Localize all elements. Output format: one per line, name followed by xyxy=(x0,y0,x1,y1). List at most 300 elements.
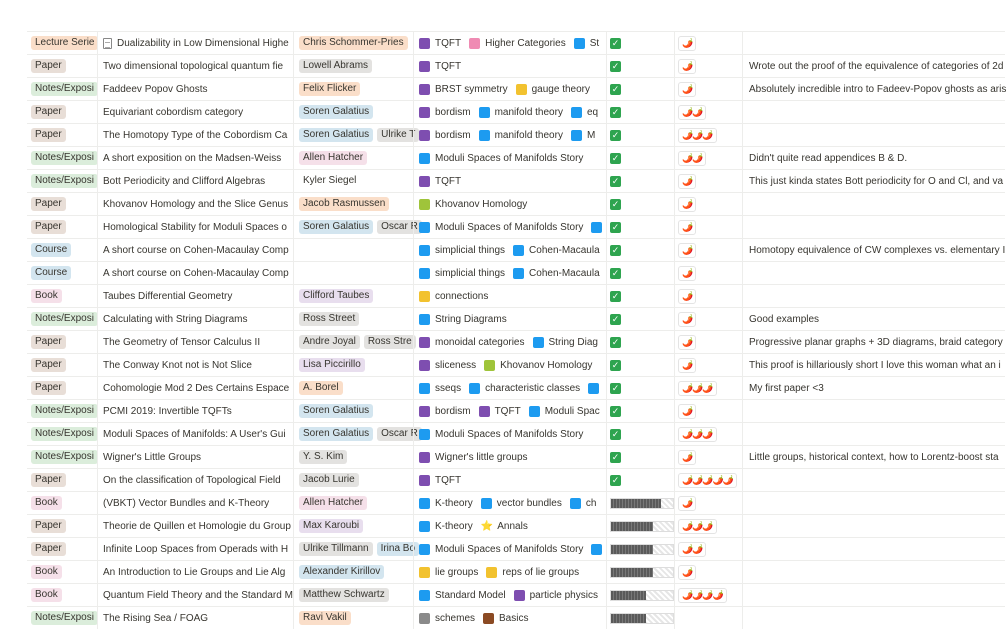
title-cell[interactable] xyxy=(97,285,293,307)
difficulty-cell[interactable] xyxy=(674,262,742,284)
topic-label: connections xyxy=(435,290,489,302)
title-text: An Introduction to Lie Groups and Lie Alg xyxy=(103,566,286,578)
authors-cell[interactable] xyxy=(293,193,413,215)
type-cell[interactable] xyxy=(27,170,97,192)
topic-tag xyxy=(419,176,461,187)
authors-cell[interactable] xyxy=(293,170,413,192)
notes-cell[interactable] xyxy=(742,170,1005,192)
title-cell[interactable] xyxy=(97,492,293,514)
title-text: On the classification of Topological Field xyxy=(103,474,281,486)
chili-rating: 🌶️ xyxy=(678,220,696,235)
difficulty-cell[interactable] xyxy=(674,538,742,560)
chili-rating: 🌶️ xyxy=(678,243,696,258)
topics-cell[interactable] xyxy=(413,492,606,514)
title-text: Equivariant cobordism category xyxy=(103,106,244,118)
authors-cell[interactable] xyxy=(293,584,413,606)
type-cell[interactable] xyxy=(27,607,97,629)
authors-cell[interactable] xyxy=(293,147,413,169)
topics-cell[interactable] xyxy=(413,101,606,123)
table-row[interactable] xyxy=(27,54,1005,77)
type-cell[interactable] xyxy=(27,216,97,238)
authors-cell[interactable] xyxy=(293,469,413,491)
topics-cell[interactable] xyxy=(413,354,606,376)
title-cell[interactable] xyxy=(97,55,293,77)
topics-cell[interactable] xyxy=(413,239,606,261)
difficulty-cell[interactable] xyxy=(674,607,742,629)
status-cell[interactable] xyxy=(606,124,674,146)
title-cell[interactable] xyxy=(97,262,293,284)
difficulty-cell[interactable] xyxy=(674,377,742,399)
topic-label: Khovanov Homology xyxy=(435,198,528,210)
title-cell[interactable] xyxy=(97,239,293,261)
checkmark-icon: ✓ xyxy=(611,267,620,278)
type-tag: Paper xyxy=(31,197,66,211)
chili-rating: 🌶️ xyxy=(678,36,696,51)
title-text: A short course on Cohen-Macaulay Comp xyxy=(103,267,289,279)
authors-cell[interactable] xyxy=(293,124,416,146)
status-cell[interactable] xyxy=(606,78,674,100)
title-cell[interactable] xyxy=(97,308,293,330)
difficulty-cell[interactable] xyxy=(674,239,742,261)
title-text: Infinite Loop Spaces from Operads with H xyxy=(103,543,289,555)
table-row[interactable] xyxy=(27,330,1005,353)
topics-cell[interactable] xyxy=(413,423,606,445)
notes-cell[interactable] xyxy=(742,492,1005,514)
type-cell[interactable] xyxy=(27,78,97,100)
table-row[interactable] xyxy=(27,307,1005,330)
title-cell[interactable] xyxy=(97,193,293,215)
difficulty-cell[interactable] xyxy=(674,101,742,123)
topics-cell[interactable] xyxy=(413,469,606,491)
notes-cell[interactable] xyxy=(742,193,1005,215)
notes-cell[interactable] xyxy=(742,78,1005,100)
progress-fill xyxy=(611,522,653,531)
type-cell[interactable] xyxy=(27,331,97,353)
checkmark-icon: ✓ xyxy=(611,405,620,416)
difficulty-cell[interactable] xyxy=(674,584,742,606)
type-cell[interactable] xyxy=(27,400,97,422)
status-cell[interactable] xyxy=(606,446,674,468)
topic-tag xyxy=(479,130,563,141)
authors-cell[interactable] xyxy=(293,538,416,560)
checkmark-icon: ✓ xyxy=(611,290,620,301)
notes-cell[interactable] xyxy=(742,354,1005,376)
topic-label: K-theory xyxy=(435,497,473,509)
table-row[interactable] xyxy=(27,560,1005,583)
authors-cell[interactable] xyxy=(293,32,413,54)
topics-cell[interactable] xyxy=(413,285,606,307)
topic-color-square xyxy=(591,222,602,233)
notes-cell[interactable] xyxy=(742,147,1005,169)
status-cell[interactable] xyxy=(606,423,674,445)
title-text: A short exposition on the Madsen-Weiss xyxy=(103,152,282,164)
authors-cell[interactable] xyxy=(293,78,413,100)
topic-label: particle physics xyxy=(529,589,598,601)
type-cell[interactable] xyxy=(27,308,97,330)
note-text: Good examples xyxy=(749,313,820,325)
title-cell[interactable] xyxy=(97,101,293,123)
table-row[interactable] xyxy=(27,491,1005,514)
difficulty-cell[interactable] xyxy=(674,515,742,537)
status-cell[interactable] xyxy=(606,584,674,606)
title-cell[interactable] xyxy=(97,354,293,376)
title-text: Faddeev Popov Ghosts xyxy=(103,83,208,95)
type-cell[interactable] xyxy=(27,423,97,445)
difficulty-cell[interactable] xyxy=(674,170,742,192)
topic-label: Cohen-Macaula xyxy=(529,267,600,279)
topics-cell[interactable] xyxy=(413,78,606,100)
table-row[interactable] xyxy=(27,238,1005,261)
author-tag: Ulrike Tillmann xyxy=(299,542,373,556)
status-cell[interactable] xyxy=(606,469,674,491)
notes-cell[interactable] xyxy=(742,239,1005,261)
type-tag: Paper xyxy=(31,381,66,395)
topic-tag xyxy=(419,383,461,394)
chili-rating: 🌶️🌶️🌶️ xyxy=(678,128,717,143)
topic-color-square xyxy=(591,544,602,555)
type-cell[interactable] xyxy=(27,561,97,583)
status-cell[interactable] xyxy=(606,170,674,192)
status-cell[interactable] xyxy=(606,32,674,54)
title-cell[interactable] xyxy=(97,78,293,100)
topic-tag xyxy=(591,544,607,555)
authors-cell[interactable] xyxy=(293,216,418,238)
chili-rating: 🌶️ xyxy=(678,59,696,74)
topic-color-square xyxy=(513,268,524,279)
type-cell[interactable] xyxy=(27,515,97,537)
status-cell[interactable] xyxy=(606,515,674,537)
notes-cell[interactable] xyxy=(742,32,1005,54)
topic-tag xyxy=(419,498,473,509)
notes-cell[interactable] xyxy=(742,124,1005,146)
title-cell[interactable] xyxy=(97,469,293,491)
notes-cell[interactable] xyxy=(742,285,1005,307)
topic-color-square xyxy=(419,107,430,118)
authors-cell[interactable] xyxy=(293,101,413,123)
type-cell[interactable] xyxy=(27,285,97,307)
authors-cell[interactable] xyxy=(293,331,413,353)
status-cell[interactable] xyxy=(606,377,674,399)
authors-cell[interactable] xyxy=(293,55,413,77)
table-row[interactable] xyxy=(27,376,1005,399)
title-cell[interactable] xyxy=(97,216,293,238)
topics-cell[interactable] xyxy=(413,377,606,399)
status-cell[interactable] xyxy=(606,492,674,514)
checkmark-icon: ✓ xyxy=(611,313,620,324)
progress-bar xyxy=(610,498,674,509)
notes-cell[interactable] xyxy=(742,423,1005,445)
table-row[interactable] xyxy=(27,192,1005,215)
type-tag: Notes/Exposi xyxy=(31,427,98,441)
status-cell[interactable] xyxy=(606,262,674,284)
type-cell[interactable] xyxy=(27,538,97,560)
topic-label: K-theory xyxy=(435,520,473,532)
title-cell[interactable] xyxy=(97,147,293,169)
difficulty-cell[interactable] xyxy=(674,285,742,307)
title-cell[interactable] xyxy=(97,538,293,560)
authors-cell[interactable] xyxy=(293,262,413,284)
notes-cell[interactable] xyxy=(742,469,1005,491)
difficulty-cell[interactable] xyxy=(674,32,742,54)
notes-cell[interactable] xyxy=(742,515,1005,537)
difficulty-cell[interactable] xyxy=(674,147,742,169)
chili-rating: 🌶️🌶️🌶️ xyxy=(678,519,717,534)
difficulty-cell[interactable] xyxy=(674,446,742,468)
title-text: Cohomologie Mod 2 Des Certains Espace xyxy=(103,382,290,394)
status-cell[interactable] xyxy=(606,101,674,123)
title-cell[interactable] xyxy=(97,423,293,445)
table-row[interactable] xyxy=(27,169,1005,192)
note-text: Little groups, historical context, how to Lorentz-boost sta xyxy=(749,451,999,463)
table-row[interactable] xyxy=(27,537,1005,560)
authors-cell[interactable] xyxy=(293,607,413,629)
checkmark-icon: ✓ xyxy=(611,175,620,186)
notes-cell[interactable] xyxy=(742,538,1005,560)
topics-cell[interactable] xyxy=(413,32,606,54)
difficulty-cell[interactable] xyxy=(674,423,742,445)
title-cell[interactable] xyxy=(97,170,293,192)
type-cell[interactable] xyxy=(27,101,97,123)
topic-tag xyxy=(513,245,600,256)
topic-label: gauge theory xyxy=(531,83,590,95)
topics-cell[interactable] xyxy=(413,216,606,238)
difficulty-cell[interactable] xyxy=(674,308,742,330)
topic-label: Cohen-Macaula xyxy=(529,244,600,256)
authors-cell[interactable] xyxy=(293,308,413,330)
authors-cell[interactable] xyxy=(293,515,413,537)
topics-cell[interactable] xyxy=(413,147,606,169)
type-cell[interactable] xyxy=(27,492,97,514)
author-tag: Lowell Abrams xyxy=(299,59,372,73)
type-cell[interactable] xyxy=(27,193,97,215)
topics-cell[interactable] xyxy=(413,561,606,583)
author-tag: Soren Galatius xyxy=(299,105,373,119)
type-cell[interactable] xyxy=(27,354,97,376)
difficulty-cell[interactable] xyxy=(674,55,742,77)
notes-cell[interactable] xyxy=(742,55,1005,77)
topic-label: Moduli Spaces of Manifolds Story xyxy=(435,221,584,233)
topics-cell[interactable] xyxy=(413,193,606,215)
notes-cell[interactable] xyxy=(742,446,1005,468)
type-cell[interactable] xyxy=(27,446,97,468)
title-text: (VBKT) Vector Bundles and K-Theory xyxy=(103,497,270,509)
authors-cell[interactable] xyxy=(293,354,413,376)
topic-tag xyxy=(570,498,597,509)
chili-rating: 🌶️ xyxy=(678,197,696,212)
type-cell[interactable] xyxy=(27,377,97,399)
topic-tag xyxy=(513,268,600,279)
status-cell[interactable] xyxy=(606,561,674,583)
star-icon: ⭐ xyxy=(480,520,494,532)
status-cell[interactable] xyxy=(606,354,674,376)
title-cell[interactable] xyxy=(97,515,293,537)
author-tag: Lisa Piccirillo xyxy=(299,358,365,372)
difficulty-cell[interactable] xyxy=(674,400,742,422)
note-text: My first paper <3 xyxy=(749,382,824,394)
topic-label: manifold theory xyxy=(494,129,563,141)
author-tag: Ravi Vakil xyxy=(299,611,351,625)
difficulty-cell[interactable] xyxy=(674,492,742,514)
notes-cell[interactable] xyxy=(742,101,1005,123)
difficulty-cell[interactable] xyxy=(674,561,742,583)
topics-cell[interactable] xyxy=(413,400,606,422)
author-tag: Soren Galatius xyxy=(299,404,373,418)
authors-cell[interactable] xyxy=(293,446,413,468)
topic-color-square xyxy=(419,406,430,417)
type-cell[interactable] xyxy=(27,584,97,606)
title-text: Calculating with String Diagrams xyxy=(103,313,248,325)
topic-label: lie groups xyxy=(435,566,479,578)
topic-tag xyxy=(469,383,580,394)
topics-cell[interactable] xyxy=(413,331,606,353)
table-row[interactable] xyxy=(27,284,1005,307)
notes-cell[interactable] xyxy=(742,561,1005,583)
topic-color-square xyxy=(419,590,430,601)
table-row[interactable] xyxy=(27,445,1005,468)
authors-cell[interactable] xyxy=(293,239,413,261)
table-row[interactable] xyxy=(27,399,1005,422)
status-cell[interactable] xyxy=(606,308,674,330)
authors-cell[interactable] xyxy=(293,423,418,445)
topic-color-square xyxy=(469,38,480,49)
topic-color-square xyxy=(533,337,544,348)
notes-cell[interactable] xyxy=(742,607,1005,629)
topic-color-square xyxy=(574,38,585,49)
status-cell[interactable] xyxy=(606,331,674,353)
notes-cell[interactable] xyxy=(742,377,1005,399)
notes-cell[interactable] xyxy=(742,331,1005,353)
table-row[interactable] xyxy=(27,353,1005,376)
authors-cell[interactable] xyxy=(293,285,413,307)
status-cell[interactable] xyxy=(606,538,674,560)
table-row[interactable] xyxy=(27,215,1005,238)
authors-cell[interactable] xyxy=(293,400,413,422)
table-row[interactable] xyxy=(27,583,1005,606)
type-cell[interactable] xyxy=(27,147,97,169)
table-row[interactable] xyxy=(27,123,1005,146)
chili-rating: 🌶️ xyxy=(678,335,696,350)
topics-cell[interactable] xyxy=(413,262,606,284)
status-cell[interactable] xyxy=(606,147,674,169)
notes-cell[interactable] xyxy=(742,262,1005,284)
table-row[interactable] xyxy=(27,100,1005,123)
type-cell[interactable] xyxy=(27,124,97,146)
title-cell[interactable] xyxy=(97,446,293,468)
status-cell[interactable] xyxy=(606,239,674,261)
topic-color-square xyxy=(419,567,430,578)
topic-tag xyxy=(481,498,562,509)
title-cell[interactable] xyxy=(97,331,293,353)
topic-label: bordism xyxy=(435,405,471,417)
authors-cell[interactable] xyxy=(293,492,413,514)
notes-cell[interactable] xyxy=(742,400,1005,422)
authors-cell[interactable] xyxy=(293,377,413,399)
authors-cell[interactable] xyxy=(293,561,413,583)
table-row[interactable] xyxy=(27,146,1005,169)
title-cell[interactable] xyxy=(97,607,293,629)
topics-cell[interactable] xyxy=(413,515,606,537)
status-cell[interactable] xyxy=(606,400,674,422)
type-cell[interactable] xyxy=(27,239,97,261)
checkmark-icon: ✓ xyxy=(611,382,620,393)
progress-fill xyxy=(611,499,661,508)
author-tag: Andre Joyal xyxy=(299,335,360,349)
status-cell[interactable] xyxy=(606,607,674,629)
topic-color-square xyxy=(419,498,430,509)
note-text: This just kinda states Bott periodicity for O and Cl, and va xyxy=(749,175,1004,187)
status-cell[interactable] xyxy=(606,216,674,238)
chili-rating: 🌶️🌶️ xyxy=(678,105,706,120)
type-cell[interactable] xyxy=(27,262,97,284)
title-cell[interactable] xyxy=(97,124,293,146)
table-row[interactable] xyxy=(27,468,1005,491)
status-cell[interactable] xyxy=(606,285,674,307)
difficulty-cell[interactable] xyxy=(674,78,742,100)
topics-cell[interactable] xyxy=(413,170,606,192)
author-tag: Soren Galatius xyxy=(299,427,373,441)
topics-cell[interactable] xyxy=(413,607,606,629)
status-cell[interactable] xyxy=(606,193,674,215)
notes-cell[interactable] xyxy=(742,584,1005,606)
difficulty-cell[interactable] xyxy=(674,469,742,491)
chili-rating: 🌶️🌶️🌶️🌶️🌶️ xyxy=(678,473,737,488)
topic-color-square xyxy=(486,567,497,578)
topic-tag xyxy=(419,268,505,279)
difficulty-cell[interactable] xyxy=(674,216,742,238)
title-cell[interactable] xyxy=(97,400,293,422)
title-cell[interactable] xyxy=(97,561,293,583)
type-cell[interactable] xyxy=(27,469,97,491)
author-tag: Kyler Siegel xyxy=(303,175,357,186)
table-row[interactable] xyxy=(27,261,1005,284)
title-cell[interactable] xyxy=(97,377,293,399)
title-text: The Homotopy Type of the Cobordism Ca xyxy=(103,129,288,141)
topics-cell[interactable] xyxy=(413,308,606,330)
topics-cell[interactable] xyxy=(413,124,606,146)
chili-rating: 🌶️ xyxy=(678,82,696,97)
title-cell[interactable] xyxy=(97,584,293,606)
type-cell[interactable] xyxy=(27,55,97,77)
type-tag: Course xyxy=(31,266,71,280)
topics-cell[interactable] xyxy=(413,584,606,606)
note-text: Absolutely incredible intro to Fadeev-Popov ghosts as aris xyxy=(749,83,1006,95)
author-tag: Max Karoubi xyxy=(299,519,363,533)
status-cell[interactable] xyxy=(606,55,674,77)
table-row[interactable] xyxy=(27,606,1005,629)
table-row[interactable] xyxy=(27,422,1005,445)
topics-cell[interactable] xyxy=(413,55,606,77)
table-row[interactable] xyxy=(27,514,1005,537)
title-cell[interactable] xyxy=(97,32,293,54)
title-text: Khovanov Homology and the Slice Genus xyxy=(103,198,289,210)
notes-cell[interactable] xyxy=(742,216,1005,238)
author-tag: Felix Flicker xyxy=(299,82,360,96)
topics-cell[interactable] xyxy=(413,446,606,468)
type-tag: Paper xyxy=(31,358,66,372)
difficulty-cell[interactable] xyxy=(674,331,742,353)
difficulty-cell[interactable] xyxy=(674,124,742,146)
type-cell[interactable] xyxy=(27,32,97,54)
table-row[interactable] xyxy=(27,77,1005,100)
topic-tag xyxy=(533,337,598,348)
topic-tag xyxy=(588,383,604,394)
checkmark-icon: ✓ xyxy=(611,152,620,163)
notes-cell[interactable] xyxy=(742,308,1005,330)
topics-cell[interactable] xyxy=(413,538,606,560)
difficulty-cell[interactable] xyxy=(674,193,742,215)
difficulty-cell[interactable] xyxy=(674,354,742,376)
table-row[interactable] xyxy=(27,31,1005,54)
